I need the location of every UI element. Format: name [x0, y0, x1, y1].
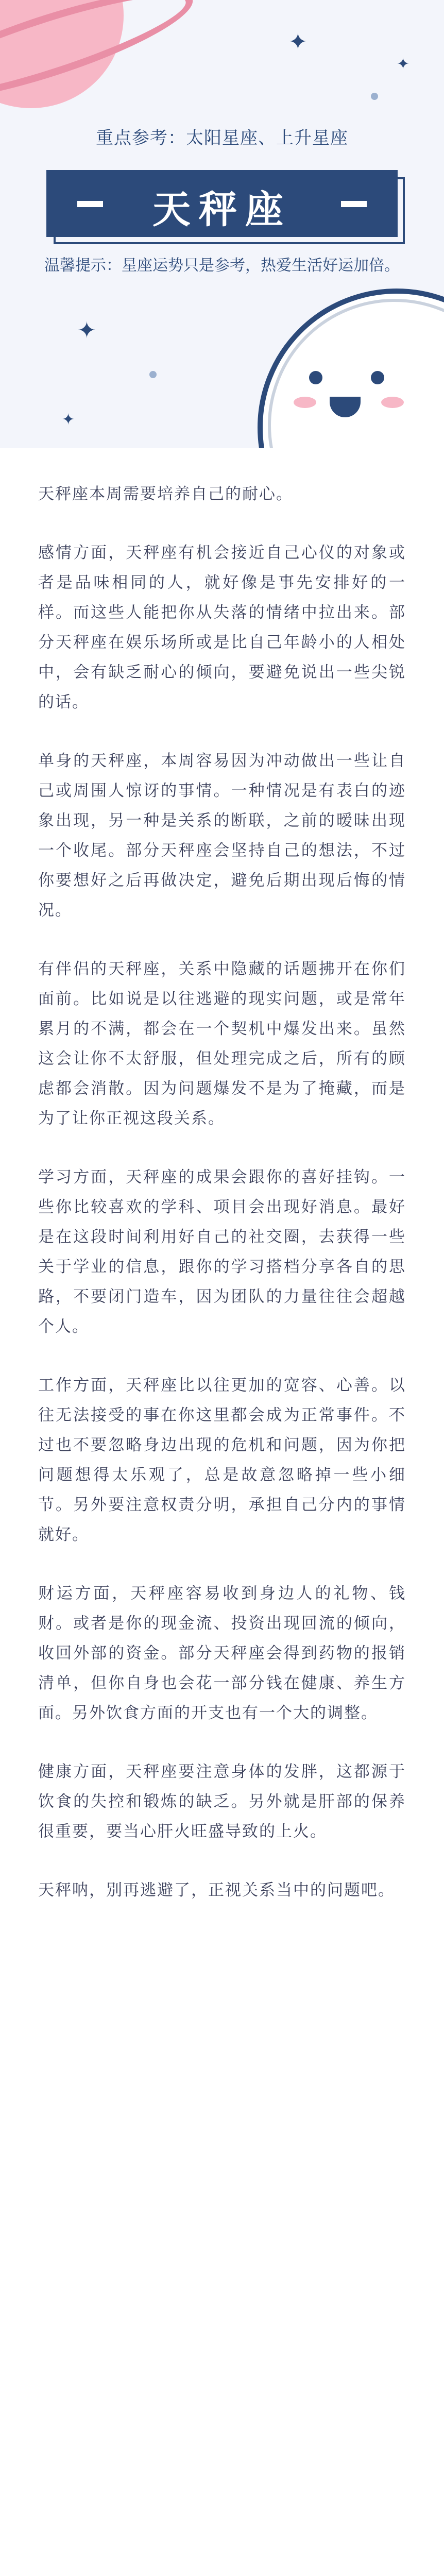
- sparkle-icon: ✦: [288, 29, 308, 55]
- paragraph: 工作方面，天秤座比以往更加的宽容、心善。以往无法接受的事在你这里都会成为正常事件。不过也不要忽略身边出现的危机和问题，因为你把问题想得太乐观了，总是故意忽略掉一些小细节。另外要注意权责分明，承担自己分内的事情就好。: [38, 1376, 406, 1544]
- reference-note: 重点参考：太阳星座、上升星座: [96, 128, 348, 148]
- mascot-eye: [371, 371, 384, 384]
- mascot-eye: [309, 371, 322, 384]
- page-title: 天秤座: [152, 188, 292, 232]
- sparkle-icon: ✦: [77, 317, 96, 344]
- title-box: [46, 170, 398, 237]
- tip-note: 温馨提示：星座运势只是参考，热爱生活好运加倍。: [44, 257, 400, 275]
- paragraph: 财运方面，天秤座容易收到身边人的礼物、钱财。或者是你的现金流、投资出现回流的倾向，收回外部的资金。部分天秤座会得到药物的报销清单，但你自身也会花一部分钱在健康、养生方面。另外饮食方面的开支也有一个大的调整。: [38, 1584, 406, 1722]
- article-body: [38, 479, 406, 1934]
- mascot-cheek: [294, 397, 316, 408]
- mascot-outline: [268, 299, 444, 448]
- paragraph: 天秤呐，别再逃避了，正视关系当中的问题吧。: [38, 1881, 395, 1900]
- paragraph: 学习方面，天秤座的成果会跟你的喜好挂钩。一些你比较喜欢的学科、项目会出现好消息。最好是在这段时间利用好自己的社交圈，去获得一些关于学业的信息，跟你的学习搭档分享各自的思路，不要闭门造车，因为团队的力量往往会超越个人。: [38, 1168, 406, 1336]
- title-band: [0, 170, 444, 237]
- sparkle-icon: ✦: [397, 55, 410, 73]
- sparkle-icon: ✦: [62, 411, 75, 429]
- paragraph: 天秤座本周需要培养自己的耐心。: [38, 485, 293, 503]
- paragraph: 有伴侣的天秤座，关系中隐藏的话题拂开在你们面前。比如说是以往逃避的现实问题，或是常年累月的不满，都会在一个契机中爆发出来。虽然这会让你不太舒服，但处理完成之后，所有的顾虑都会消散。因为问题爆发不是为了掩藏，而是为了让你正视这段关系。: [38, 960, 406, 1128]
- header-banner: [0, 0, 444, 448]
- paragraph: 健康方面，天秤座要注意身体的发胖，这都源于饮食的失控和锻炼的缺乏。另外就是肝部的保养很重要，要当心肝火旺盛导致的上火。: [38, 1762, 406, 1841]
- paragraph: 单身的天秤座，本周容易因为冲动做出一些让自己或周围人惊讶的事情。一种情况是有表白的迹象出现，另一种是关系的断联，之前的暧昧出现一个收尾。部分天秤座会坚持自己的想法，不过你要想好之后再做决定，避免后期出现后悔的情况。: [38, 752, 406, 920]
- title-dash-right: [341, 201, 367, 207]
- mascot-cheek: [381, 397, 404, 408]
- dot-decoration: [371, 93, 378, 100]
- paragraph: 感情方面，天秤座有机会接近自己心仪的对象或者是品味相同的人，就好像是事先安排好的一样。而这些人能把你从失落的情绪中拉出来。部分天秤座在娱乐场所或是比自己年龄小的人相处中，会有缺乏耐心的倾向，要避免说出一些尖锐的话。: [38, 544, 406, 711]
- dot-decoration: [149, 371, 157, 378]
